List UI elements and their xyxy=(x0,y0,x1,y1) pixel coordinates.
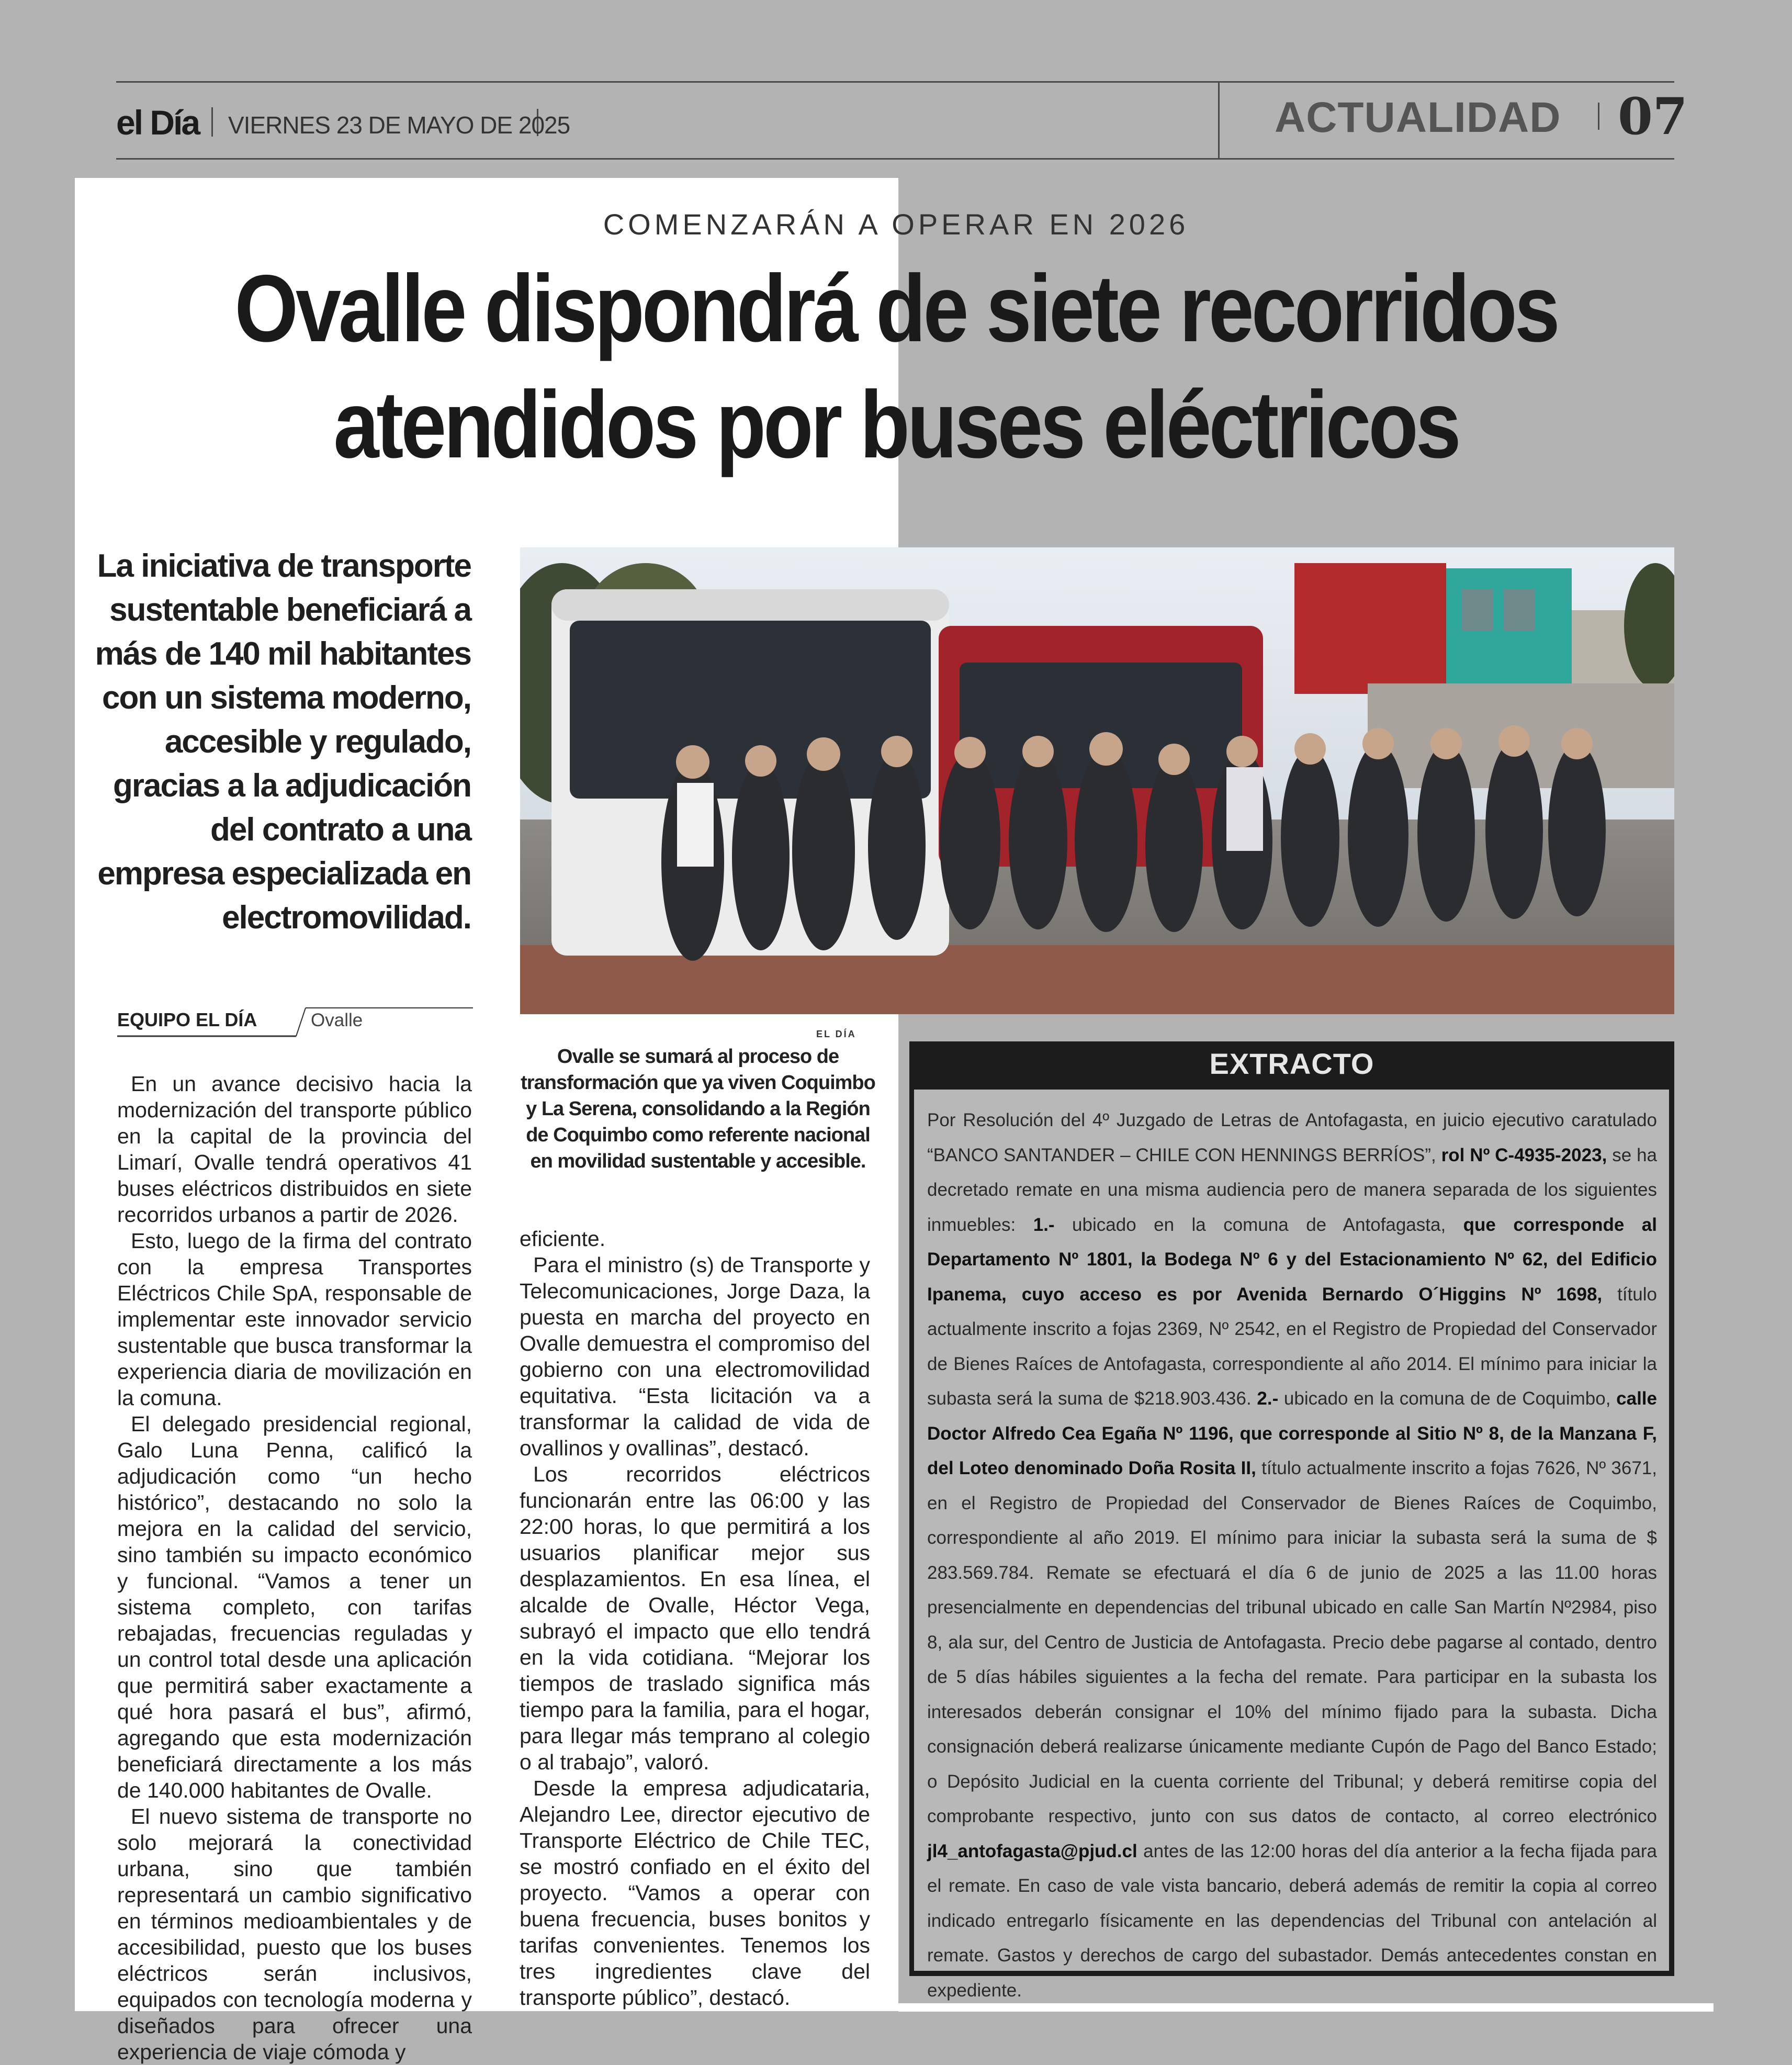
extracto-title: EXTRACTO xyxy=(1209,1047,1374,1080)
photo-credit: EL DÍA xyxy=(816,1029,856,1039)
bus-event-photo xyxy=(520,547,1674,1014)
extracto-segment: antes de las 12:00 horas del día anterior a la fecha fijada para el remate. En caso de vale vista bancario, deberá además de remitir la copia al correo indicado entregarlo físicamente en las dependencias del Tribunal con antelación al remate. Gastos y derechos de cargo del subastador. Demás antecedentes constan en expediente. xyxy=(927,1840,1657,2001)
section-separator xyxy=(1598,103,1599,130)
brand-separator xyxy=(211,107,213,137)
extracto-bold: 2.- xyxy=(1257,1388,1279,1409)
header-top-rule xyxy=(116,81,1674,83)
extracto-segment: se ha decretado remate en una misma audiencia pero de manera separada de los siguientes inmuebles: xyxy=(927,1144,1657,1235)
article-column-2 xyxy=(520,1226,870,2011)
headline-line-2: atendidos por buses eléctricos xyxy=(333,371,1459,478)
article-headline xyxy=(216,250,1577,482)
byline-location: Ovalle xyxy=(311,1010,363,1030)
section-label: ACTUALIDAD xyxy=(1275,94,1561,141)
headline-line-1: Ovalle dispondrá de siete recorridos xyxy=(234,255,1558,362)
paragraph: Esto, luego de la firma del contrato con la empresa Transportes Eléctricos Chile SpA, responsable de implementar este innovador servicio sustentable que busca transformar la experiencia diaria de movilización en la comuna. xyxy=(117,1229,472,1410)
header-divider xyxy=(1218,81,1220,160)
extracto-text xyxy=(927,1103,1657,2008)
article-column-1 xyxy=(117,1071,472,2065)
extracto-segment: título actualmente inscrito a fojas 2369, Nº 2542, en el Registro de Propiedad del Conservador de Bienes Raíces de Antofagasta, correspondiente al año 2014. El mínimo para iniciar la subasta será la suma de $218.903.436. xyxy=(927,1284,1657,1409)
extracto-segment: Por Resolución del 4º Juzgado de Letras de Antofagasta, en juicio ejecutivo caratulado “BANCO SANTANDER – CHILE CON HENNINGS BERRÍOS”, xyxy=(927,1110,1657,1165)
article-lead: La iniciativa de transporte sustentable beneficiará a más de 140 mil habitantes con un sistema moderno, accesible y regulado, gracias a la adjudicación del contrato a una empresa especializada en electromovilidad. xyxy=(95,548,471,936)
page-number: 07 xyxy=(1618,87,1688,146)
extracto-segment: título actualmente inscrito a fojas 7626, Nº 3671, en el Registro de Propiedad del Conservador de Bienes Raíces de Coquimbo, correspondiente al año 2019. El mínimo para iniciar la subasta será la suma de $ 283.569.784. Remate se efectuará el día 6 de junio de 2025 a las 11.00 horas presencialmente en dependencias del tribunal ubicado en calle San Martín Nº2984, piso 8, ala sur, del Centro de Justicia de Antofagasta. Precio debe pagarse al contado, dentro de 5 días hábiles siguientes a la fecha del remate. Para participar en la subasta los interesados deberán consignar el 10% del mínimo fijado para la subasta. Dicha consignación deberá realizarse únicamente mediante Cupón de Pago del Banco Estado; o Depósito Judicial en la cuenta corriente del Tribunal; y deberá remitirse copia del comprobante respectivo, junto con sus datos de contacto, al correo electrónico xyxy=(927,1458,1657,1826)
article-photo xyxy=(520,547,1674,1014)
photo-caption: Ovalle se sumará al proceso de transformación que ya viven Coquimbo y La Serena, consolidando a la Región de Coquimbo como referente nacional en movilidad sustentable y accesible. xyxy=(521,1046,875,1172)
extracto-bold: 1.- xyxy=(1033,1214,1055,1235)
extracto-bold: rol Nº C-4935-2023, xyxy=(1441,1144,1607,1165)
masthead-brand: el Día xyxy=(116,103,199,142)
extracto-segment: ubicado en la comuna de de Coquimbo, xyxy=(1278,1388,1617,1409)
extracto-bold: calle Doctor Alfredo Cea Egaña Nº 1196, que corresponde al Sitio Nº 8, de la Manzana F, del Loteo denominado Doña Rosita II, xyxy=(927,1388,1657,1478)
paragraph: Desde la empresa adjudicataria, Alejandro Lee, director ejecutivo de Transporte Eléctrico de Chile TEC, se mostró confiado en el éxito del proyecto. “Vamos a operar con buena frecuencia, buses bonitos y tarifas convenientes. Tenemos los tres ingredientes clave del transporte público”, destacó. xyxy=(520,1776,870,2010)
paragraph: Los recorridos eléctricos funcionarán entre las 06:00 y las 22:00 horas, lo que permitirá a los usuarios planificar mejor sus desplazamientos. En esa línea, el alcalde de Ovalle, Héctor Vega, subrayó el impacto que ello tendrá en la vida cotidiana. “Mejorar los tiempos de traslado significa más tiempo para la familia, para el hogar, para llegar más temprano al colegio o al trabajo”, valoró. xyxy=(520,1462,870,1774)
extracto-email-link[interactable]: jl4_antofagasta@pjud.cl xyxy=(927,1840,1137,1861)
header-bottom-rule xyxy=(116,158,1674,160)
masthead-date: VIERNES 23 DE MAYO DE 2025 xyxy=(228,111,570,139)
article-kicker: COMENZARÁN A OPERAR EN 2026 xyxy=(603,208,1189,241)
paragraph: El delegado presidencial regional, Galo Luna Penna, calificó la adjudicación como “un hecho histórico”, destacando no solo la mejora en la calidad del servicio, sino también su impacto económico y funcional. “Vamos a tener un sistema completo, con tarifas rebajadas, frecuencias reguladas y un control total desde una aplicación que permitirá saber exactamente a qué hora pasará el bus”, afirmó, agregando que esta modernización beneficiará directamente a los más de 140.000 habitantes de Ovalle. xyxy=(117,1412,472,1802)
extracto-segment: ubicado en la comuna de Antofagasta, xyxy=(1054,1214,1463,1235)
paragraph: El nuevo sistema de transporte no solo mejorará la conectividad urbana, sino que también representará un cambio significativo en términos medioambientales y de accesibilidad, puesto que los buses eléctricos serán inclusivos, equipados con tecnología moderna y diseñados para ofrecer una experiencia de viaje cómoda y xyxy=(117,1804,472,2064)
paragraph: eficiente. xyxy=(520,1227,606,1251)
paragraph: En un avance decisivo hacia la modernización del transporte público en la capital de la provincia del Limarí, Ovalle tendrá operativos 41 buses eléctricos distribuidos en siete recorridos urbanos a partir de 2026. xyxy=(117,1072,472,1227)
paragraph: Para el ministro (s) de Transporte y Telecomunicaciones, Jorge Daza, la puesta en marcha del proyecto en Ovalle demuestra el compromiso del gobierno con una electromovilidad equitativa. “Esta licitación va a transformar la calidad de vida de ovallinos y ovallinas”, destacó. xyxy=(520,1253,870,1460)
extracto-bold: que corresponde al Departamento Nº 1801, la Bodega Nº 6 y del Estacionamiento Nº 62, del Edificio Ipanema, cuyo acceso es por Avenida Bernardo O´Higgins Nº 1698, xyxy=(927,1214,1657,1305)
byline-author: EQUIPO EL DÍA xyxy=(117,1009,257,1030)
